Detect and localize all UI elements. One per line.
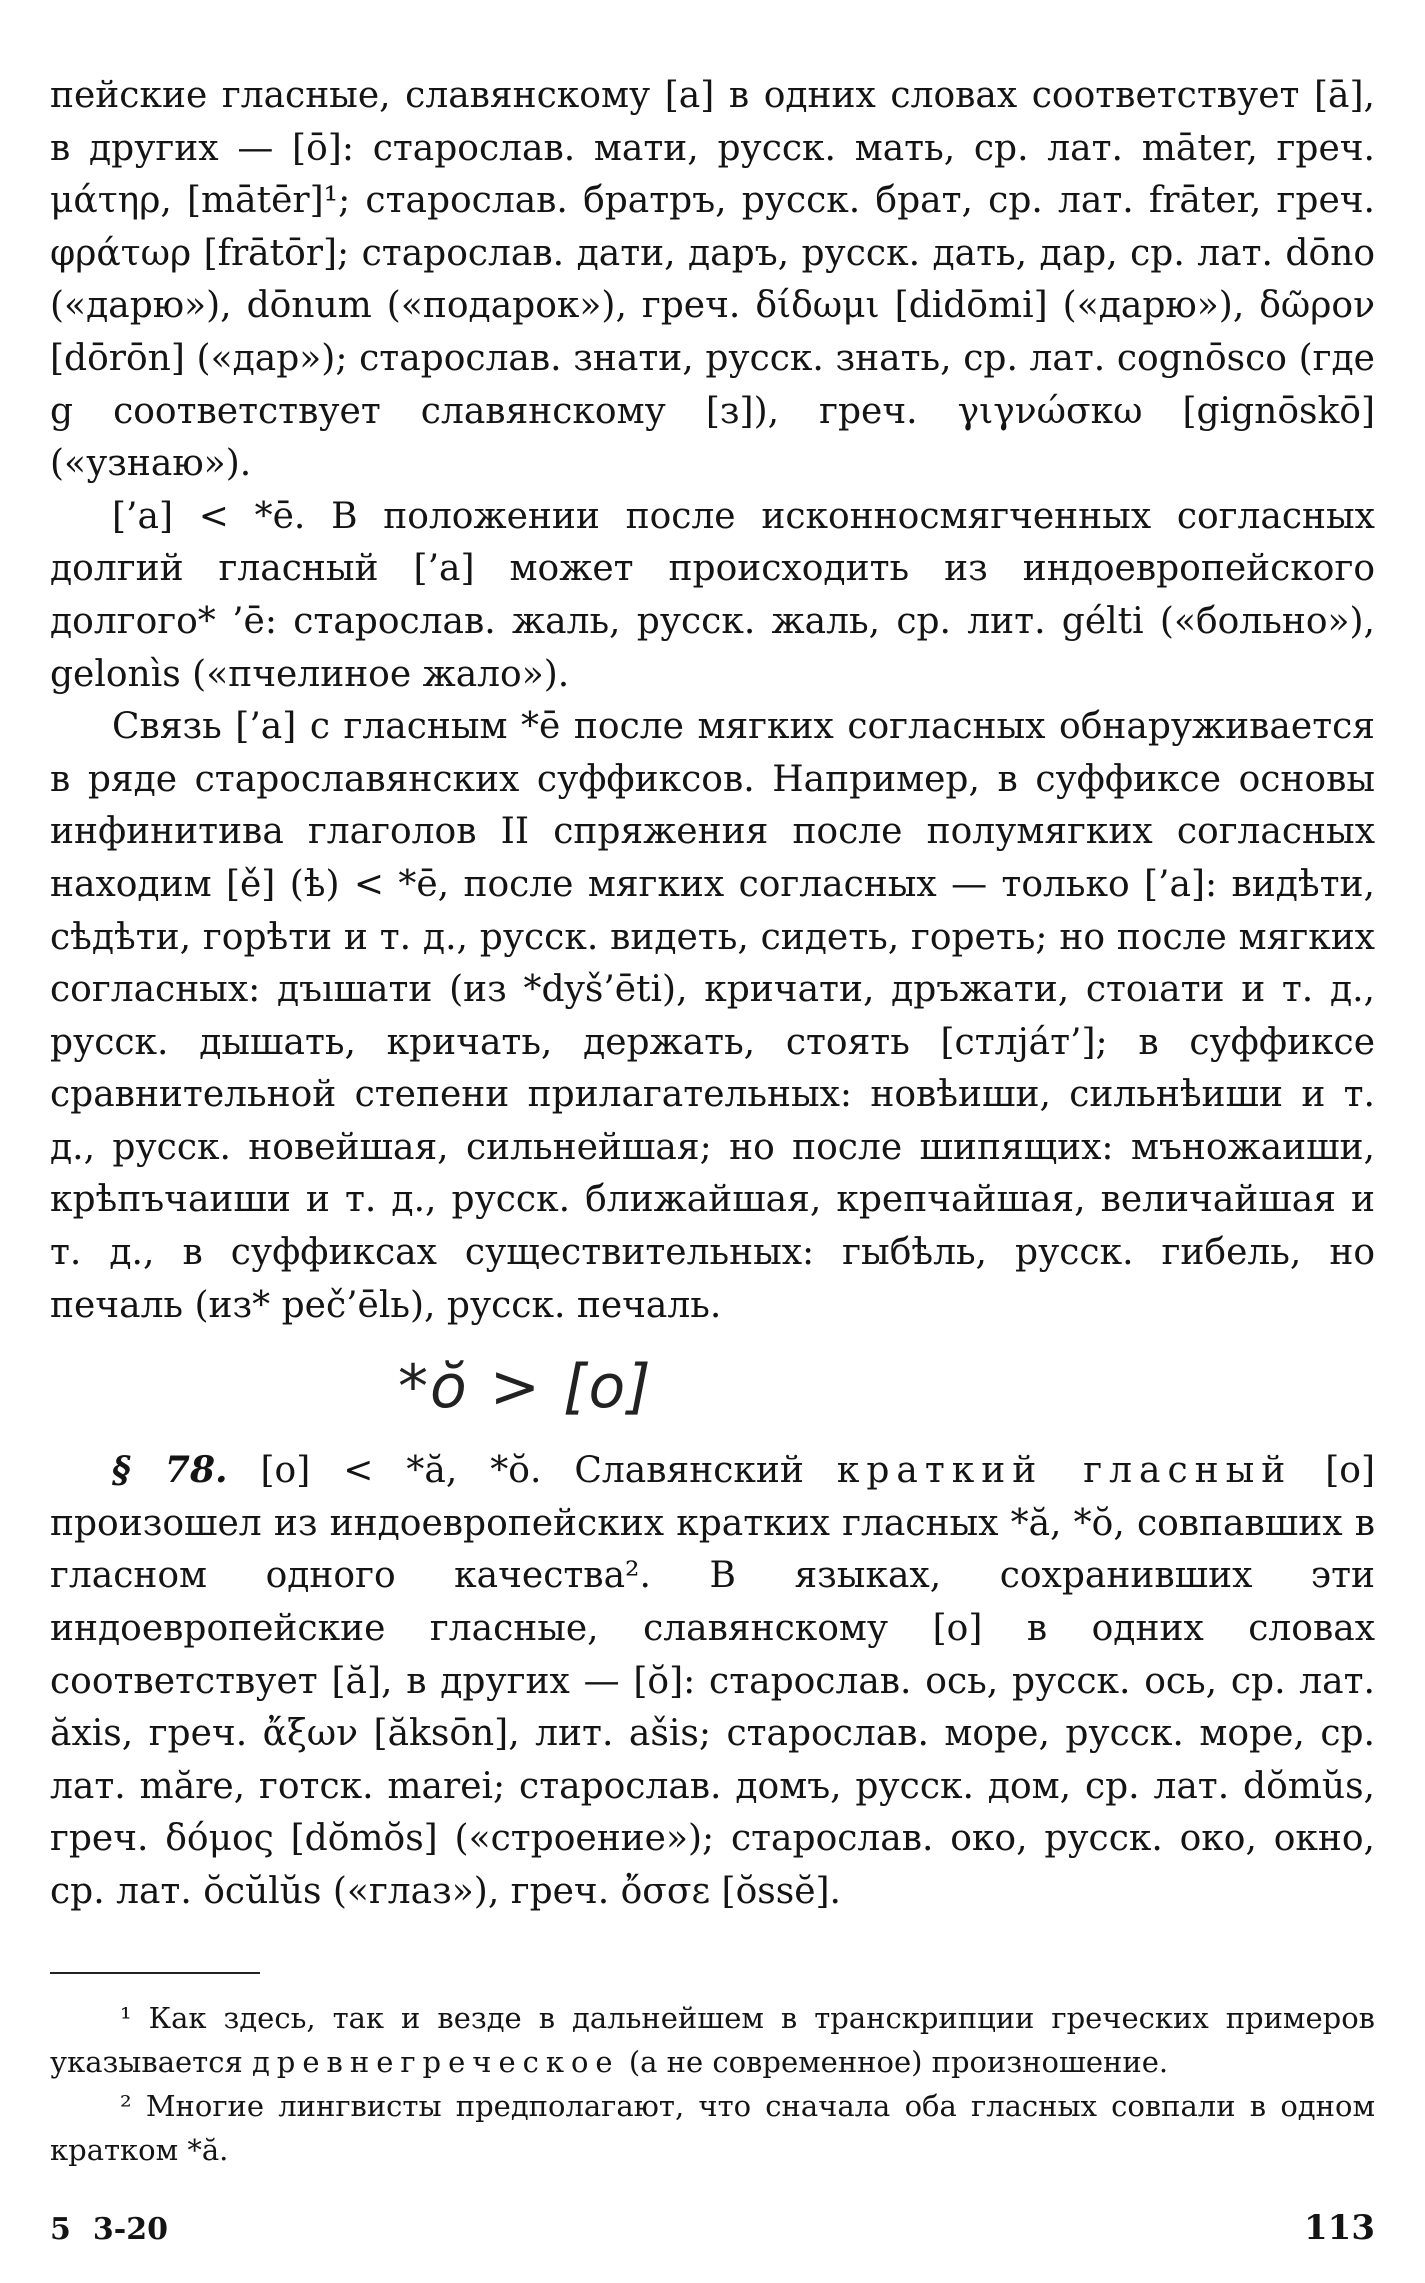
printer-signature xyxy=(50,2212,190,2247)
signature-code: 3-20 xyxy=(92,2212,168,2247)
paragraph-e-long: [’а] < *ē. В положении после исконносмягченных согласных долгий гласный [’а] может происходить из индоевропейского долгого* ’ē: старослав. жаль, русск. жаль, ср. лит. gélti («больно»), gelonìs («пчелиное жало»). xyxy=(50,495,1375,695)
footnote-1-text: ¹ Как здесь, так и везде в дальнейшем в транскрипции греческих примеров указывается xyxy=(50,2001,1375,2079)
section-heading: [о] < *ă, *ŏ. xyxy=(260,1450,542,1492)
footnotes xyxy=(50,1996,1375,2172)
footnote-1-end: (а не современное) произношение. xyxy=(628,2045,1169,2079)
page-number: 113 xyxy=(1304,2208,1375,2248)
paragraph-suffixes: Связь [’а] с гласным *ē после мягких согласных обнаруживается в ряде старославянских суффиксов. Например, в суффиксе основы инфинитива глаголов II спряжения после полумягких согласных находим [ě] (ѣ) < *ē, после мягких согласных — только [’а]: видѣти, сѣдѣти, горѣти и т. д., русск. видеть, сидеть, гореть; но после мягких согласных: дъıшати (из *dyš’ēti), кричати, дръжати, стоıати и т. д., русск. дышать, кричать, держать, стоять [стлjáт’]; в суффиксе сравнительной степени прилагательных: новѣиши, сильнѣиши и т. д., русск. новейшая, сильнейшая; но после шипящих: мъножаиши, крѣпъчаиши и т. д., русск. ближайшая, крепчайшая, величайшая и т. д., в суффиксах существительных: гыбѣль, русск. гибель, но печаль (из* peč’ēlь), русск. печаль. xyxy=(50,706,1375,1326)
main-text xyxy=(50,70,1375,1919)
footnote-1-spaced: древнегреческое xyxy=(251,2045,620,2079)
footnote-2: ² Многие лингвисты предполагают, что сначала оба гласных совпали в одном кратком *ă. xyxy=(50,2089,1375,2167)
section-lead: Славянский xyxy=(574,1450,804,1492)
paragraph-continuation: пейские гласные, славянскому [а] в одних словах соответствует [ā], в других — [ō]: старослав. мати, русск. мать, ср. лат. māter, греч. μάτηρ, [mātēr]¹; старослав. братръ, русск. брат, ср. лат. frāter, греч. φράτωρ [frātōr]; старослав. дати, даръ, русск. дать, дар, ср. лат. dōno («дарю»), dōnum («подарок»), греч. δίδωμι [didōmi] («дарю»), δῶρον [dōrōn] («дар»); старослав. знати, русск. знать, ср. лат. cognōsco (где g соответствует славянскому [з]), греч. γιγνώσκω [gignōskō] («узнаю»). xyxy=(50,75,1375,485)
footnote-rule xyxy=(50,1972,260,1974)
signature-mark: 5 xyxy=(50,2212,71,2247)
footnote-1 xyxy=(50,1996,1375,2084)
handwritten-annotation: *ŏ > [о] xyxy=(398,1352,653,1422)
section-number: § 78. xyxy=(112,1449,228,1492)
section-body: [о] произошел из индоевропейских кратких гласных *ă, *ŏ, совпавших в гласном одного качества². В языках, сохранивших эти индоевропейские гласные, славянскому [о] в одних словах соответствует [ă], в других — [ŏ]: старослав. ось, русск. ось, ср. лат. ăxis, греч. ἄξων [ăksōn], лит. ašis; старослав. море, русск. море, ср. лат. măre, готск. marei; старослав. домъ, русск. дом, ср. лат. dŏmŭs, греч. δόμος [dŏmŏs] («строение»); старослав. око, русск. око, окно, ср. лат. ŏcŭlŭs («глаз»), греч. ὄσσε [ŏssĕ]. xyxy=(50,1450,1375,1912)
section-78 xyxy=(50,1444,1375,1918)
section-spaced-term: краткий гласный xyxy=(836,1450,1293,1492)
